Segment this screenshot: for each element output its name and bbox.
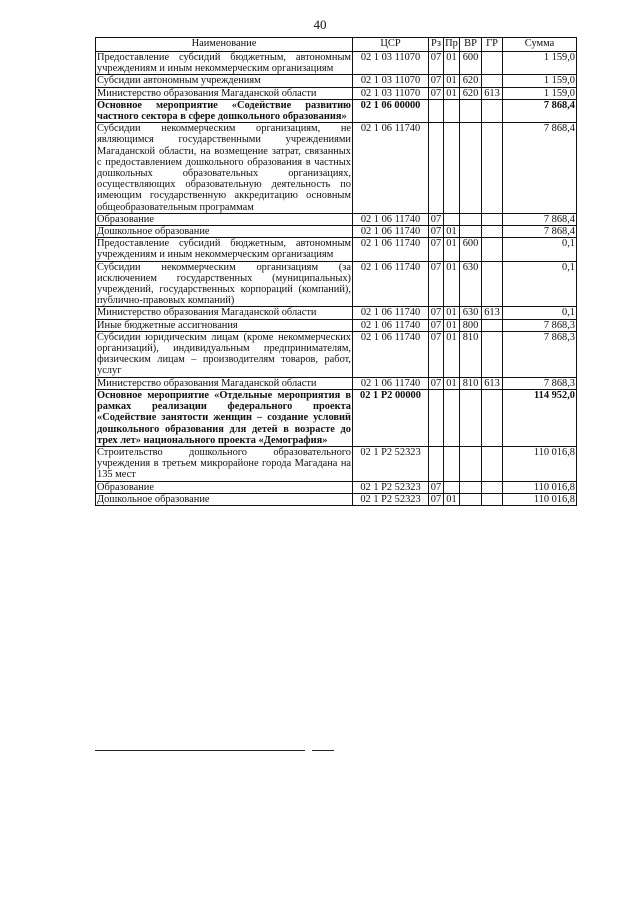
row-name: Министерство образования Магаданской области: [96, 307, 353, 319]
row-rz: 07: [429, 481, 444, 493]
row-rz: 07: [429, 75, 444, 87]
row-csr: 02 1 06 11740: [353, 377, 429, 389]
row-csr: 02 1 06 11740: [353, 238, 429, 261]
row-sum: 7 868,4: [503, 99, 577, 122]
row-csr: 02 1 03 11070: [353, 52, 429, 75]
row-name: Субсидии автономным учреждениям: [96, 75, 353, 87]
row-gr: [482, 75, 503, 87]
row-gr: [482, 226, 503, 238]
row-rz: 07: [429, 307, 444, 319]
row-pr: 01: [444, 261, 460, 307]
row-csr: 02 1 03 11070: [353, 75, 429, 87]
row-vr: 630: [460, 307, 482, 319]
row-csr: 02 1 06 11740: [353, 331, 429, 377]
row-pr: 01: [444, 319, 460, 331]
row-pr: [444, 213, 460, 225]
row-sum: 7 868,3: [503, 331, 577, 377]
row-name: Основное мероприятие «Содействие развитию частного сектора в сфере дошкольного образования»: [97, 99, 351, 123]
row-gr: [482, 331, 503, 377]
row-sum: 114 952,0: [503, 389, 577, 446]
row-pr: 01: [444, 52, 460, 75]
header-name: Наименование: [96, 38, 353, 52]
row-csr: 02 1 P2 52323: [353, 446, 429, 481]
row-name: Иные бюджетные ассигнования: [96, 319, 353, 331]
table-header-row: [96, 38, 577, 52]
row-sum: 7 868,4: [503, 213, 577, 225]
row-csr: 02 1 06 00000: [353, 99, 429, 122]
row-name: Строительство дошкольного образовательного учреждения в третьем микрорайоне города Магадана на 135 мест: [97, 446, 351, 481]
table-row: [96, 377, 577, 389]
row-csr: 02 1 03 11070: [353, 87, 429, 99]
row-csr: 02 1 06 11740: [353, 213, 429, 225]
header-vr: ВР: [460, 38, 482, 52]
row-gr: [482, 238, 503, 261]
table-row: [96, 446, 577, 481]
row-rz: 07: [429, 377, 444, 389]
row-rz: [429, 123, 444, 214]
row-name: Образование: [96, 213, 353, 225]
header-pr: Пр: [444, 38, 460, 52]
row-pr: 01: [444, 493, 460, 505]
table-row: [96, 331, 577, 377]
table-row: [96, 493, 577, 505]
row-vr: 620: [460, 87, 482, 99]
row-vr: [460, 213, 482, 225]
row-pr: [444, 389, 460, 446]
row-rz: 07: [429, 331, 444, 377]
table-row: [96, 307, 577, 319]
row-csr: 02 1 06 11740: [353, 261, 429, 307]
row-vr: [460, 123, 482, 214]
row-sum: 7 868,4: [503, 226, 577, 238]
row-rz: 07: [429, 493, 444, 505]
row-sum: 1 159,0: [503, 52, 577, 75]
row-vr: [460, 226, 482, 238]
row-rz: 07: [429, 238, 444, 261]
row-gr: [482, 261, 503, 307]
row-sum: 7 868,4: [503, 123, 577, 214]
table-row: [96, 226, 577, 238]
row-csr: 02 1 P2 00000: [353, 389, 429, 446]
table-row: [96, 52, 577, 75]
row-name: Субсидии некоммерческим организациям, не являющимся государственными учреждениями Магаданской области, на возмещение затрат, связанных с предоставлением дошкольного образования в частных дошкольных образовательных организациях, осуществляющих образовательную деятельность по имеющим государственную аккредитацию основным общеобразовательным программам: [97, 123, 351, 213]
row-vr: [460, 481, 482, 493]
row-csr: 02 1 06 11740: [353, 307, 429, 319]
row-sum: 110 016,8: [503, 493, 577, 505]
row-name: Основное мероприятие «Отдельные мероприятия в рамках реализации федерального проекта «Содействие занятости женщин – создание условий дошкольного образования для детей в возрасте до трех лет» национального проекта «Демография»: [97, 389, 351, 446]
row-name: Образование: [96, 481, 353, 493]
row-gr: [482, 446, 503, 481]
row-vr: 630: [460, 261, 482, 307]
row-pr: [444, 446, 460, 481]
row-vr: [460, 99, 482, 122]
row-gr: [482, 481, 503, 493]
row-vr: 810: [460, 331, 482, 377]
row-vr: [460, 493, 482, 505]
row-pr: 01: [444, 307, 460, 319]
row-gr: [482, 319, 503, 331]
header-sum: Сумма: [503, 38, 577, 52]
row-rz: 07: [429, 52, 444, 75]
row-gr: [482, 123, 503, 214]
table-row: [96, 238, 577, 261]
row-pr: [444, 481, 460, 493]
row-sum: 110 016,8: [503, 446, 577, 481]
row-vr: 620: [460, 75, 482, 87]
table-row: [96, 75, 577, 87]
row-vr: 810: [460, 377, 482, 389]
row-name: Субсидии юридическим лицам (кроме некоммерческих организаций), индивидуальным предпринимателям, физическим лицам – производителям товаров, работ, услуг: [97, 331, 351, 377]
row-name: Дошкольное образование: [96, 493, 353, 505]
row-pr: 01: [444, 226, 460, 238]
row-pr: 01: [444, 75, 460, 87]
row-vr: 800: [460, 319, 482, 331]
row-vr: 600: [460, 238, 482, 261]
row-pr: 01: [444, 87, 460, 99]
row-name: Предоставление субсидий бюджетным, автономным учреждениям и иным некоммерческим организациям: [97, 52, 351, 75]
table-row: [96, 213, 577, 225]
row-gr: [482, 52, 503, 75]
table-row: [96, 319, 577, 331]
row-sum: 110 016,8: [503, 481, 577, 493]
table-row: [96, 123, 577, 214]
row-pr: [444, 99, 460, 122]
row-csr: 02 1 06 11740: [353, 123, 429, 214]
row-gr: 613: [482, 307, 503, 319]
footer-divider-short-line: [312, 750, 334, 751]
row-csr: 02 1 06 11740: [353, 226, 429, 238]
row-rz: 07: [429, 261, 444, 307]
row-gr: [482, 493, 503, 505]
table-row: [96, 481, 577, 493]
header-rz: Рз: [429, 38, 444, 52]
row-gr: [482, 99, 503, 122]
row-pr: 01: [444, 377, 460, 389]
table-row: [96, 389, 577, 446]
row-rz: 07: [429, 213, 444, 225]
footer-divider-line: [95, 750, 305, 751]
row-pr: [444, 123, 460, 214]
row-rz: 07: [429, 319, 444, 331]
row-pr: 01: [444, 331, 460, 377]
table-row: [96, 87, 577, 99]
row-pr: 01: [444, 238, 460, 261]
row-rz: 07: [429, 87, 444, 99]
row-name: Министерство образования Магаданской области: [96, 87, 353, 99]
row-name: Дошкольное образование: [96, 226, 353, 238]
row-sum: 0,1: [503, 307, 577, 319]
row-sum: 7 868,3: [503, 319, 577, 331]
row-sum: 1 159,0: [503, 75, 577, 87]
row-csr: 02 1 P2 52323: [353, 493, 429, 505]
row-rz: [429, 446, 444, 481]
page-number: 40: [313, 17, 327, 32]
row-gr: 613: [482, 87, 503, 99]
row-sum: 7 868,3: [503, 377, 577, 389]
row-csr: 02 1 06 11740: [353, 319, 429, 331]
row-name: Субсидии некоммерческим организациям (за исключением государственных (муниципальных) учреждений, государственных корпораций (компаний), публично-правовых компаний): [97, 261, 351, 307]
row-csr: 02 1 P2 52323: [353, 481, 429, 493]
row-rz: [429, 389, 444, 446]
budget-table: [95, 37, 577, 506]
row-rz: 07: [429, 226, 444, 238]
header-gr: ГР: [482, 38, 503, 52]
row-sum: 0,1: [503, 261, 577, 307]
row-name: Предоставление субсидий бюджетным, автономным учреждениям и иным некоммерческим организациям: [97, 238, 351, 261]
header-csr: ЦСР: [353, 38, 429, 52]
row-rz: [429, 99, 444, 122]
row-vr: [460, 446, 482, 481]
row-vr: 600: [460, 52, 482, 75]
table-row: [96, 261, 577, 307]
table-row: [96, 99, 577, 122]
row-name: Министерство образования Магаданской области: [96, 377, 353, 389]
row-gr: [482, 213, 503, 225]
row-gr: 613: [482, 377, 503, 389]
row-sum: 0,1: [503, 238, 577, 261]
row-gr: [482, 389, 503, 446]
row-sum: 1 159,0: [503, 87, 577, 99]
row-vr: [460, 389, 482, 446]
